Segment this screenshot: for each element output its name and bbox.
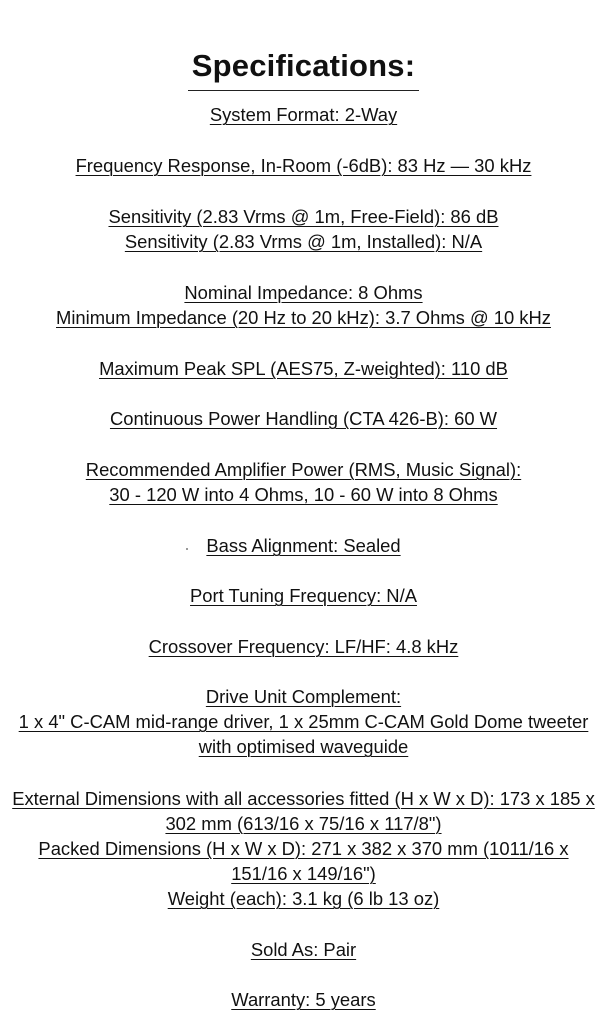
spec-weight: Weight (each): 3.1 kg (6 lb 13 oz) bbox=[167, 888, 440, 909]
spec-warranty: Warranty: 5 years bbox=[231, 989, 376, 1010]
spec-sensitivity-free-field: Sensitivity (2.83 Vrms @ 1m, Free-Field): 86 dB bbox=[108, 206, 499, 227]
spec-minimum-impedance: Minimum Impedance (20 Hz to 20 kHz): 3.7 Ohms @ 10 kHz bbox=[56, 307, 551, 328]
spec-system-format: System Format: 2-Way bbox=[209, 104, 398, 125]
spec-recommended-amp-value: 30 - 120 W into 4 Ohms, 10 - 60 W into 8 Ohms bbox=[109, 484, 498, 505]
spec-packed-dims-line2: 151/16 x 149/16") bbox=[231, 863, 376, 884]
spec-drive-unit-line2: with optimised waveguide bbox=[198, 736, 409, 757]
spec-frequency-response: Frequency Response, In-Room (-6dB): 83 Hz — 30 kHz bbox=[75, 155, 532, 176]
specifications-heading-wrap bbox=[0, 48, 607, 91]
spec-packed-dims-line1: Packed Dimensions (H x W x D): 271 x 382 x 370 mm (1011/16 x bbox=[38, 838, 569, 859]
spec-external-dims-line1: External Dimensions with all accessories fitted (H x W x D): 173 x 185 x bbox=[12, 788, 595, 809]
spec-sold-as: Sold As: Pair bbox=[250, 939, 357, 960]
spec-bass-alignment: Bass Alignment: Sealed bbox=[206, 535, 401, 556]
spec-sensitivity-installed: Sensitivity (2.83 Vrms @ 1m, Installed): N/A bbox=[124, 231, 483, 252]
spec-continuous-power: Continuous Power Handling (CTA 426-B): 60 W bbox=[109, 408, 498, 429]
spec-drive-unit-line1: 1 x 4" C-CAM mid-range driver, 1 x 25mm C-CAM Gold Dome tweeter bbox=[18, 711, 589, 732]
spec-nominal-impedance: Nominal Impedance: 8 Ohms bbox=[184, 282, 423, 303]
spec-recommended-amp-label: Recommended Amplifier Power (RMS, Music Signal): bbox=[85, 459, 522, 480]
spec-port-tuning: Port Tuning Frequency: N/A bbox=[190, 585, 417, 606]
spec-crossover: Crossover Frequency: LF/HF: 4.8 kHz bbox=[148, 636, 459, 657]
spec-drive-unit-label: Drive Unit Complement: bbox=[205, 686, 402, 707]
spec-max-peak-spl: Maximum Peak SPL (AES75, Z-weighted): 110 dB bbox=[99, 358, 508, 379]
spec-external-dims-line2: 302 mm (613/16 x 75/16 x 117/8") bbox=[165, 813, 442, 834]
page-title: Specifications: bbox=[188, 48, 420, 91]
